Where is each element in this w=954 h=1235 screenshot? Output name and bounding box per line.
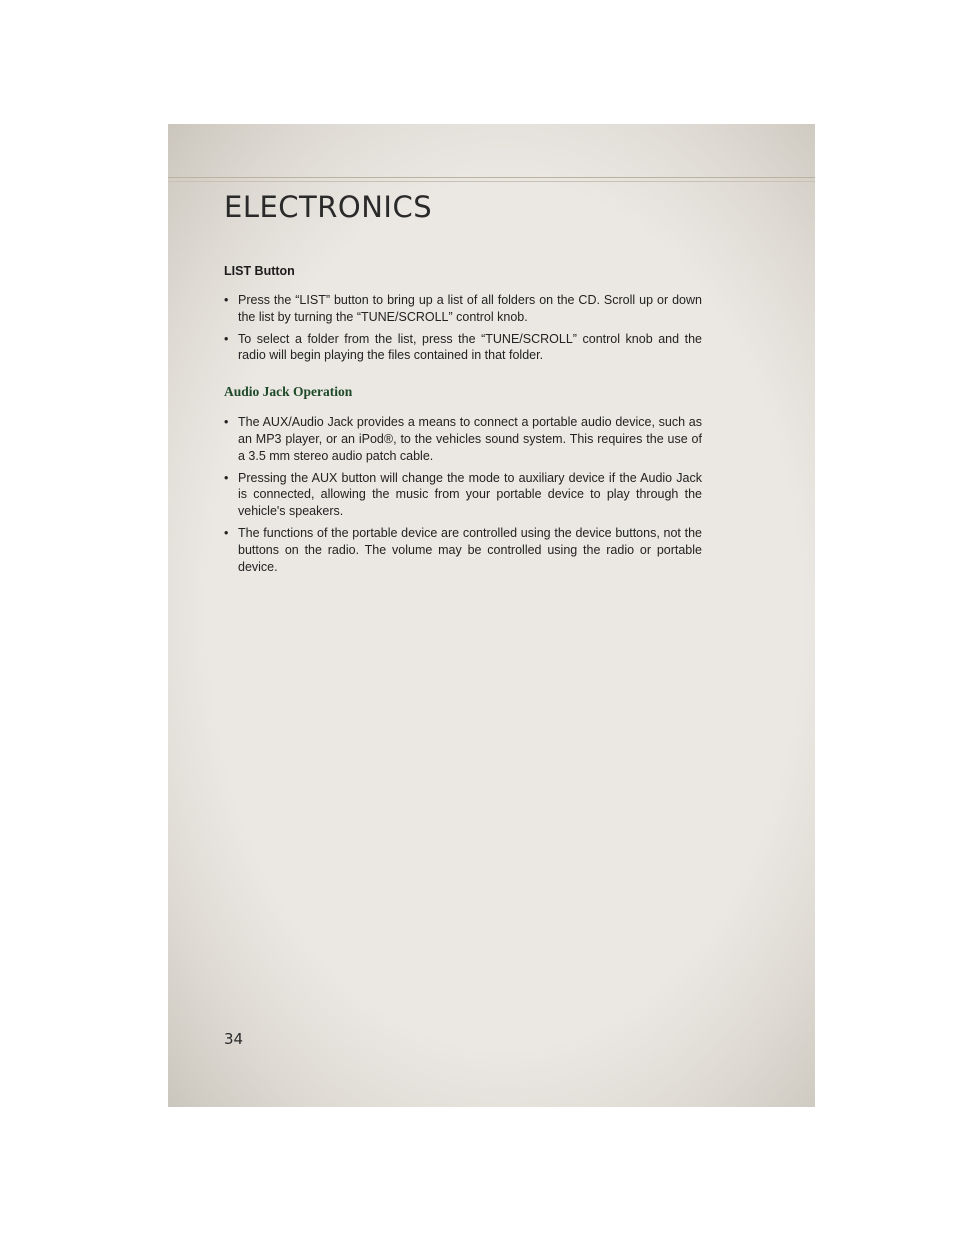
- bullet-icon: •: [224, 415, 229, 430]
- list-item: [224, 331, 702, 365]
- list-item: [224, 292, 702, 326]
- bullet-text: To select a folder from the list, press the “TUNE/SCROLL” control knob and the radio will begin playing the files contained in that folder.: [238, 331, 702, 363]
- bullet-icon: •: [224, 331, 229, 346]
- list-item: [224, 414, 702, 464]
- list-button-heading: LIST Button: [224, 264, 295, 278]
- list-button-bullets: [224, 292, 702, 364]
- page-content: [224, 264, 702, 580]
- bullet-icon: •: [224, 470, 229, 485]
- bullet-icon: •: [224, 293, 229, 307]
- list-item: [224, 470, 702, 520]
- list-item: [224, 525, 702, 575]
- header-rule-top: [168, 177, 815, 178]
- bullet-text: The AUX/Audio Jack provides a means to connect a portable audio device, such as an MP3 player, or an iPod®, to the vehicles sound system. This requires the use of a 3.5 mm stereo audio patch cable.: [238, 415, 702, 463]
- bullet-text: Pressing the AUX button will change the mode to auxiliary device if the Audio Jack is connected, allowing the music from your portable device to play through the vehicle's speakers.: [238, 470, 702, 519]
- bullet-text: The functions of the portable device are controlled using the device buttons, not the buttons on the radio. The volume may be controlled using the radio or portable device.: [238, 525, 702, 574]
- audio-jack-heading: Audio Jack Operation: [224, 384, 353, 400]
- bullet-icon: •: [224, 525, 229, 540]
- page-number: 34: [224, 1030, 244, 1048]
- audio-jack-bullets: [224, 414, 702, 575]
- section-title: ELECTRONICS: [224, 190, 433, 224]
- bullet-text: Press the “LIST” button to bring up a list of all folders on the CD. Scroll up or down the list by turning the “TUNE/SCROLL” control knob.: [238, 293, 702, 324]
- header-rule-bottom: [168, 181, 815, 182]
- manual-page: [168, 124, 815, 1107]
